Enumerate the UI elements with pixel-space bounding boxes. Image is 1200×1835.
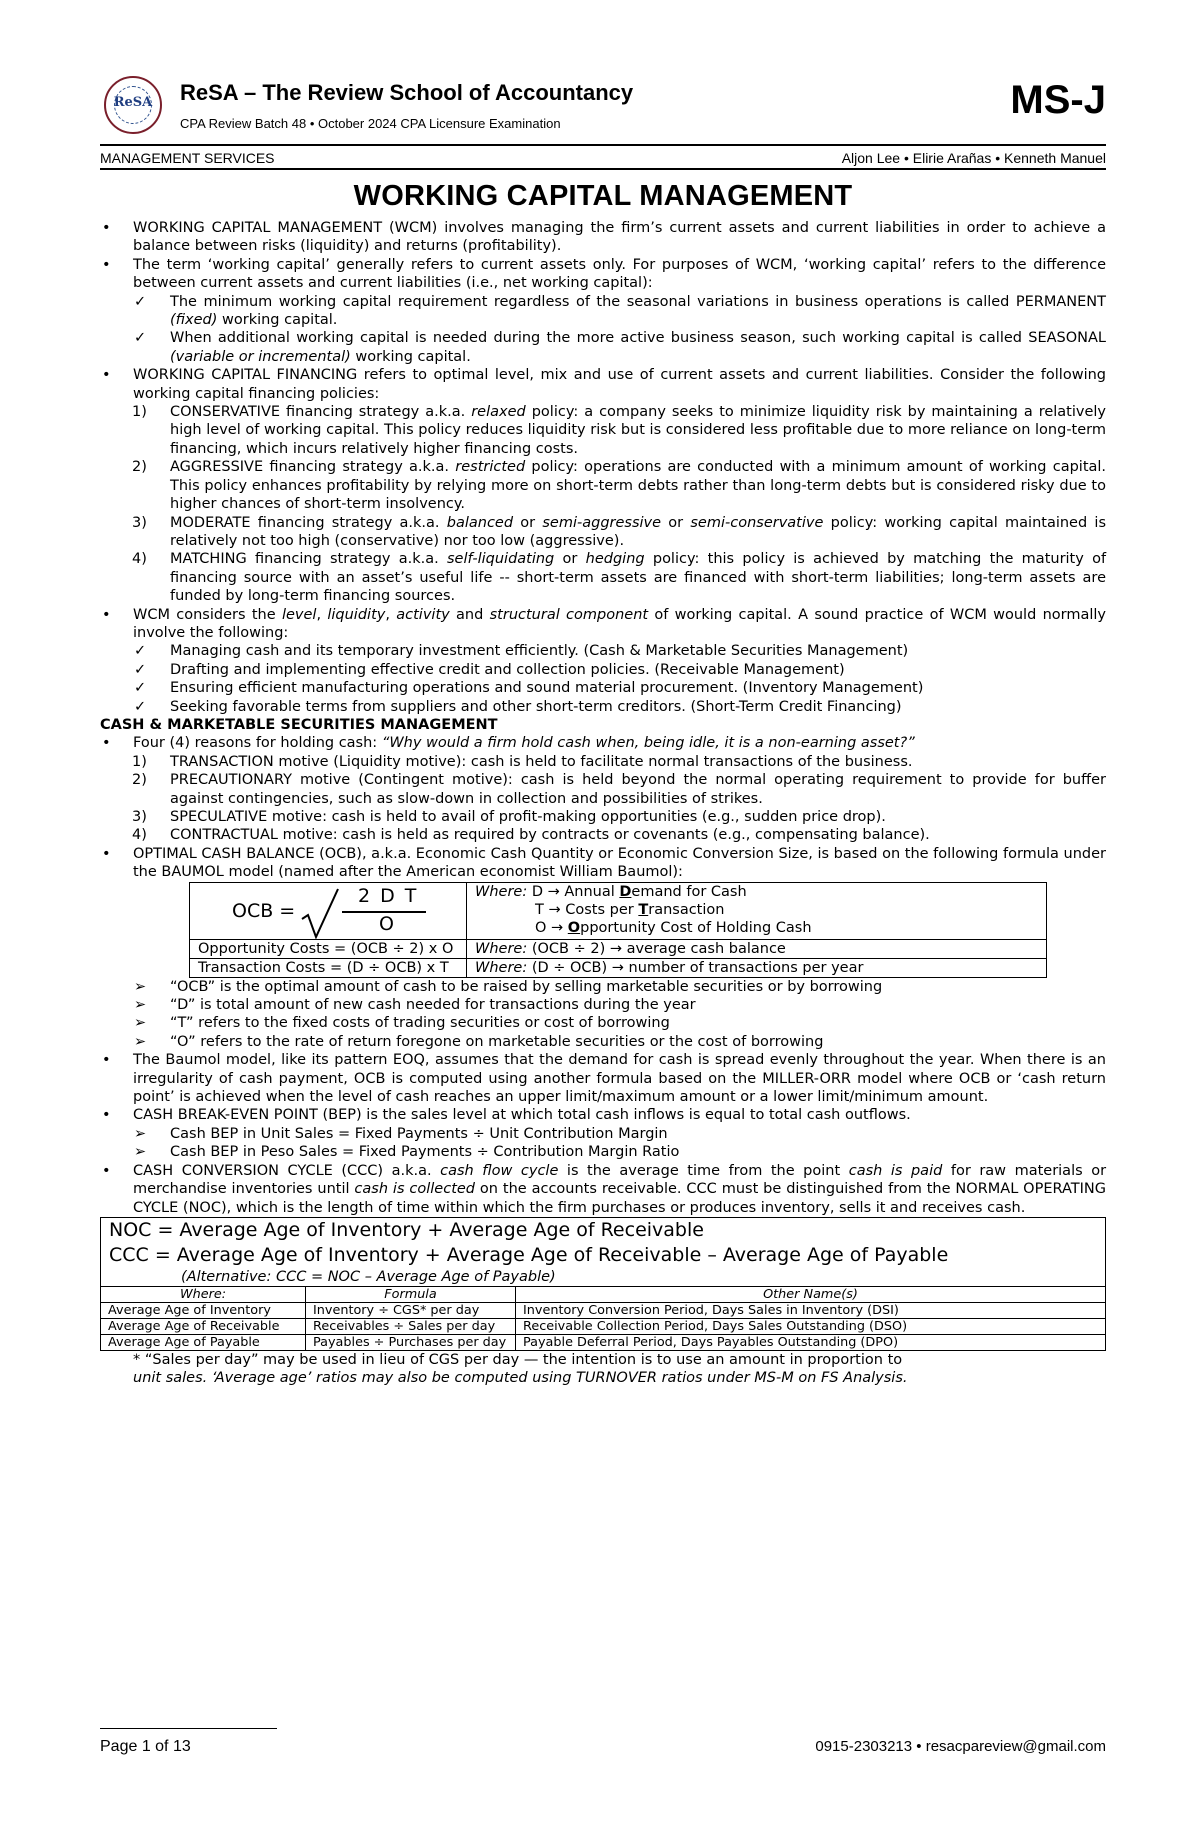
numbered-item: 1) TRANSACTION motive (Liquidity motive): cash is held to facilitate normal transactions of the business. <box>132 753 913 770</box>
batch-info: CPA Review Batch 48 • October 2024 CPA Licensure Examination <box>180 116 561 131</box>
arrow-bullet-icon: ➢ <box>134 1033 147 1050</box>
ccc-alternative: (Alternative: CCC = NOC – Average Age of Payable) <box>181 1268 556 1285</box>
bullet-item: • WCM considers the level, liquidity, activity and structural component of working capital. A sound practice of WCM would normally involve the following: <box>102 606 1107 641</box>
noc-formula: NOC = Average Age of Inventory + Average Age of Receivable <box>101 1217 1106 1243</box>
page-number: Page 1 of 13 <box>100 1738 191 1755</box>
bullet-item: • WORKING CAPITAL FINANCING refers to optimal level, mix and use of current assets and current liabilities. Consider the following working capital financing policies: <box>102 367 1106 402</box>
checkmark-icon: ✓ <box>134 643 147 660</box>
arrow-item: ➢ “OCB” is the optimal amount of cash to be raised by selling marketable securities or by borrowing <box>134 978 883 995</box>
ocb-variable-definitions: Where: D → Annual Demand for Cash T → Costs per Transaction O → Opportunity Cost of Holding Cash <box>467 882 1047 939</box>
subject-label: MANAGEMENT SERVICES <box>100 150 275 166</box>
numbered-item: 3) SPECULATIVE motive: cash is held to avail of profit-making opportunities (e.g., sudden price drop). <box>132 809 886 825</box>
seal-monogram: ReSA <box>113 95 153 110</box>
org-name: ReSA – The Review School of Accountancy <box>180 80 634 105</box>
page-footer <box>100 1728 1106 1755</box>
checkmark-icon: ✓ <box>134 661 147 678</box>
handout-code: MS-J <box>1010 78 1106 122</box>
numbered-item: 2) AGGRESSIVE financing strategy a.k.a. restricted policy: operations are conducted with a minimum amount of working capital. This policy enhances profitability by relying more on short-term debts rather than long-term debts but is considered risky due to higher chances of short-term insolvency. <box>132 459 1107 513</box>
table-row: Transaction Costs = (D ÷ OCB) x T Where: (D ÷ OCB) → number of transactions per year <box>190 958 1047 977</box>
check-item: ✓ Ensuring efficient manufacturing operations and sound material procurement. (Inventory Management) <box>134 680 924 697</box>
check-item: ✓ When additional working capital is needed during the more active business season, such working capital is called SEASONAL (variable or incremental) working capital. <box>134 330 1106 365</box>
arrow-bullet-icon: ➢ <box>134 1144 147 1161</box>
square-root-icon <box>300 887 340 939</box>
numbered-item: 4) CONTRACTUAL motive: cash is held as required by contracts or covenants (e.g., compensating balance). <box>132 827 930 844</box>
authors-label: Aljon Lee • Elirie Arañas • Kenneth Manuel <box>841 150 1106 166</box>
bullet-item: • CASH CONVERSION CYCLE (CCC) a.k.a. cash flow cycle is the average time from the point cash is paid for raw materials or merchandise inventories until cash is collected on the accounts receivable. CCC must be distinguished from the NORMAL OPERATING CYCLE (NOC), which is the length of time within which the firm purchases or produces inventory, sells it and receives cash. <box>102 1162 1107 1216</box>
document-body <box>100 219 1106 1388</box>
ocb-formula-table <box>189 882 1047 978</box>
ocb-numerator: 2 D T <box>358 884 419 907</box>
document-page <box>100 70 1106 1388</box>
table-row: Average Age of Inventory Inventory ÷ CGS* per day Inventory Conversion Period, Days Sales in Inventory (DSI) <box>101 1302 1106 1318</box>
checkmark-icon: ✓ <box>134 293 147 310</box>
page-title: WORKING CAPITAL MANAGEMENT <box>353 180 853 212</box>
check-item: ✓ Managing cash and its temporary investment efficiently. (Cash & Marketable Securities Management) <box>134 643 909 660</box>
arrow-bullet-icon: ➢ <box>134 997 147 1014</box>
numbered-item: 1) CONSERVATIVE financing strategy a.k.a. relaxed policy: a company seeks to minimize liquidity risk by maintaining a relatively high level of working capital. This policy reduces liquidity risk but is considered less profitable due to more reliance on long-term financing, which incurs relatively higher financing costs. <box>132 404 1106 457</box>
resa-seal-logo <box>104 76 162 134</box>
arrow-item: ➢ Cash BEP in Unit Sales = Fixed Payments ÷ Unit Contribution Margin <box>134 1125 668 1142</box>
bullet-item: • The term ‘working capital’ generally refers to current assets only. For purposes of WCM, ‘working capital’ refers to the difference between current assets and current liabilities (i.e., net working capital): <box>102 256 1106 292</box>
ocb-denominator: O <box>379 912 394 935</box>
numbered-item: 3) MODERATE financing strategy a.k.a. balanced or semi-aggressive or semi-conservative policy: working capital maintained is relatively not too high (conservative) nor too low (aggressive). <box>132 514 1107 549</box>
table-row: Opportunity Costs = (OCB ÷ 2) x O Where: (OCB ÷ 2) → average cash balance <box>190 939 1047 958</box>
ccc-formula: CCC = Average Age of Inventory + Average Age of Receivable – Average Age of Payable <box>101 1243 1106 1268</box>
check-item: ✓ Seeking favorable terms from suppliers and other short-term creditors. (Short-Term Credit Financing) <box>134 698 902 715</box>
ocb-formula-cell <box>190 882 467 939</box>
page-header <box>100 70 1106 146</box>
numbered-item: 4) MATCHING financing strategy a.k.a. self-liquidating or hedging policy: this policy is achieved by matching the maturity of financing source with an asset’s useful life -- short-term assets are financed with short-term liabilities; long-term assets are funded by long-term financing sources. <box>132 551 1107 605</box>
bullet-item: • WORKING CAPITAL MANAGEMENT (WCM) involves managing the firm’s current assets and current liabilities in order to achieve a balance between risks (liquidity) and returns (profitability). <box>102 220 1106 255</box>
arrow-item: ➢ “T” refers to the fixed costs of trading securities or cost of borrowing <box>134 1015 670 1032</box>
arrow-bullet-icon: ➢ <box>134 1125 147 1142</box>
check-item: ✓ The minimum working capital requirement regardless of the seasonal variations in business operations is called PERMANENT (fixed) working capital. <box>134 293 1106 329</box>
numbered-item: 2) PRECAUTIONARY motive (Contingent motive): cash is held beyond the normal operating requirement to provide for buffer against contingencies, such as slow-down in collection and possibilities of strikes. <box>132 772 1106 807</box>
table-row: Average Age of Receivable Receivables ÷ Sales per day Receivable Collection Period, Days Sales Outstanding (DSO) <box>101 1318 1106 1334</box>
footer-rule <box>100 1728 277 1729</box>
arrow-bullet-icon: ➢ <box>134 978 147 995</box>
contact-info: 0915-2303213 • resacpareview@gmail.com <box>815 1738 1106 1755</box>
arrow-item: ➢ “O” refers to the rate of return foregone on marketable securities or the cost of borrowing <box>134 1033 824 1050</box>
checkmark-icon: ✓ <box>134 680 147 697</box>
footnote: * “Sales per day” may be used in lieu of CGS per day — the intention is to use an amount in proportion to <box>133 1351 903 1368</box>
arrow-item: ➢ Cash BEP in Peso Sales = Fixed Payments ÷ Contribution Margin Ratio <box>134 1144 680 1161</box>
sub-header <box>100 146 1106 170</box>
table-header-row: Where: Formula Other Name(s) <box>101 1286 1106 1302</box>
bullet-item: • CASH BREAK-EVEN POINT (BEP) is the sales level at which total cash inflows is equal to total cash outflows. <box>102 1107 911 1124</box>
checkmark-icon: ✓ <box>134 698 147 715</box>
checkmark-icon: ✓ <box>134 330 147 347</box>
section-heading: CASH & MARKETABLE SECURITIES MANAGEMENT <box>100 716 498 733</box>
bullet-item: • OPTIMAL CASH BALANCE (OCB), a.k.a. Economic Cash Quantity or Economic Conversion Size, is based on the following formula under the BAUMOL model (named after the American economist William Baumol): <box>102 845 1106 881</box>
footnote: unit sales. ‘Average age’ ratios may also be computed using TURNOVER ratios under MS-M on FS Analysis. <box>133 1370 908 1387</box>
sub-header-rule <box>100 168 1106 170</box>
check-item: ✓ Drafting and implementing effective credit and collection policies. (Receivable Management) <box>134 661 845 678</box>
arrow-bullet-icon: ➢ <box>134 1015 147 1032</box>
arrow-item: ➢ “D” is total amount of new cash needed for transactions during the year <box>134 997 696 1014</box>
bullet-item: • The Baumol model, like its pattern EOQ, assumes that the demand for cash is spread evenly throughout the year. When there is an irregularity of cash payment, OCB is computed using another formula based on the MILLER-ORR model where OCB or ‘cash return point’ is achieved when the level of cash reaches an upper limit/maximum amount or a lower limit/minimum amount. <box>102 1052 1106 1106</box>
table-row: Average Age of Payable Payables ÷ Purchases per day Payable Deferral Period, Days Payables Outstanding (DPO) <box>101 1334 1106 1350</box>
bullet-item: • Four (4) reasons for holding cash: “Why would a firm hold cash when, being idle, it is a non-earning asset?” <box>102 735 915 752</box>
ccc-table <box>100 1217 1106 1351</box>
ocb-lhs: OCB = <box>232 899 296 922</box>
